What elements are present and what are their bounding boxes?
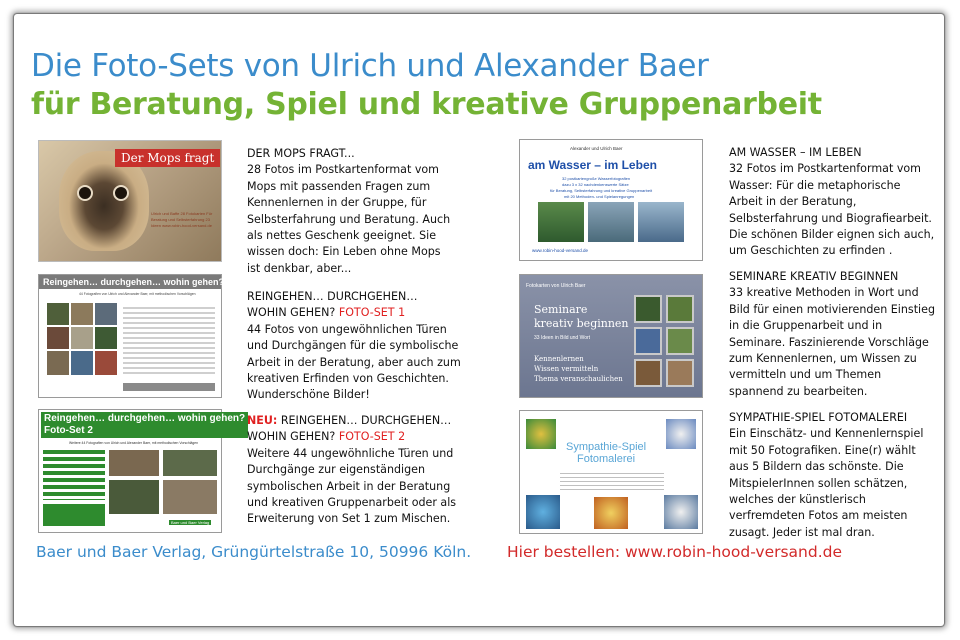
reingehen-set2-publisher: Baer und Baer Verlag — [171, 520, 210, 525]
water-photo — [538, 202, 584, 242]
seminare-cover-l2: Wissen vermitteln — [534, 365, 599, 373]
seminare-cover-sub: 33 Ideen in Bild und Wort — [534, 335, 591, 341]
reingehen-set2-cover-image[interactable] — [38, 409, 246, 533]
reingehen-set2-heading: REINGEHEN… DURCHGEHEN… — [277, 414, 452, 427]
door-photo — [47, 327, 69, 349]
reingehen-set2-cover-sub: Weitere 44 Fotografien von Ulrich und Alexander Baer, mit methodischen Vorschlägen — [69, 441, 199, 445]
wasser-body: 32 Fotos im Postkartenformat vom Wasser: Für die metaphorische Arbeit in der Beratung, Selbsterfahrung und Biografiearbeit. Die schönen Bilder eignen sich auch, um Geschichten zu erfinden . — [729, 162, 935, 258]
art-photo — [666, 419, 696, 449]
reingehen-set2-label: FOTO-SET 2 — [338, 430, 406, 444]
sympathie-description — [729, 410, 935, 541]
door-photo — [71, 303, 93, 325]
door-photo — [163, 450, 217, 476]
seminare-heading: SEMINARE KREATIV BEGINNEN — [729, 270, 899, 283]
mops-cover-image[interactable] — [38, 140, 222, 262]
art-photo — [664, 495, 698, 529]
door-photo — [71, 351, 93, 375]
door-photo — [95, 303, 117, 325]
door-photo — [109, 450, 159, 476]
mops-body: 28 Fotos im Postkartenformat vom Mops mit passenden Fragen zum Kennenlernen in der Gruppe, für Selbsterfahrung und Beratung. Auch als nettes Geschenk geeignet. Sie wissen doch: Ein Leben ohne Mops ist denkbar, aber... — [247, 163, 451, 275]
sympathie-cover-title: Sympathie-Spiel Fotomalerei — [566, 441, 647, 465]
water-photo — [588, 202, 634, 242]
wasser-cover-sub3: für Beratung, Selbsterfahrung und kreative Gruppenarbeit — [550, 188, 653, 193]
reingehen-set1-heading: REINGEHEN… DURCHGEHEN… — [247, 290, 418, 303]
lighthouse-photo — [638, 202, 684, 242]
seminar-photo — [634, 327, 662, 355]
seminare-description — [729, 269, 935, 400]
wasser-cover-url: www.robin-hood-versand.de — [532, 248, 589, 253]
reingehen-set2-body: Weitere 44 ungewöhnliche Türen und Durchgänge zur eigenständigen symbolischen Arbeit in der Beratung und kreativen Gruppenarbeit oder als Erweiterung von Set 1 zum Mischen. — [247, 446, 457, 526]
reingehen-set1-label: FOTO-SET 1 — [338, 306, 406, 320]
reingehen-set2-description — [247, 413, 462, 528]
seminar-photo — [666, 327, 694, 355]
wasser-cover-authors: Alexander und Ulrich Baer — [570, 146, 623, 151]
door-photo — [95, 351, 117, 375]
reingehen-set1-body: 44 Fotos von ungewöhnlichen Türen und Durchgängen für die symbolische Arbeit in der Beratung, aber auch zum kreativen Erfinden von Geschichten. Wunderschöne Bilder! — [247, 322, 461, 402]
new-label: NEU: — [247, 414, 278, 427]
wasser-cover-image[interactable] — [519, 139, 703, 261]
wasser-cover-sub1: 32 postkartengroße Wasserfotografien — [562, 176, 631, 181]
mops-description — [247, 146, 452, 277]
door-photo — [163, 480, 217, 514]
seminare-cover-title: Seminare kreativ beginnen — [534, 303, 629, 330]
art-photo — [526, 495, 560, 529]
page-title: Die Foto-Sets von Ulrich und Alexander Baer — [31, 48, 709, 84]
door-photo — [109, 480, 159, 514]
seminare-cover-l1: Kennenlernen — [534, 355, 584, 363]
door-photo — [47, 351, 69, 375]
seminare-cover-author: Fotokarten von Ulrich Baer — [526, 283, 586, 289]
sympathie-body: Ein Einschätz- und Kennenlernspiel mit 50 Fotografiken. Eine(r) wählt aus 5 Bildern das schönste. Die MitspielerInnen sollen schätzen, welches der künstlerisch verfremdeten Fotos am meisten zusagt. Jeder ist mal dran. — [729, 427, 924, 539]
door-photo — [95, 327, 117, 349]
seminar-photo — [666, 359, 694, 387]
wasser-cover-title: am Wasser – im Leben — [528, 158, 657, 172]
seminar-photo — [634, 359, 662, 387]
seminar-photo — [634, 295, 662, 323]
seminare-cover-image[interactable] — [519, 274, 703, 398]
sympathie-cover-image[interactable] — [519, 410, 703, 534]
reingehen-set1-cover-sub: 44 Fotografien von Ulrich und Alexander Baer, mit methodischen Vorschlägen — [79, 292, 196, 296]
door-photo — [71, 327, 93, 349]
wasser-description — [729, 145, 935, 260]
order-link[interactable]: Hier bestellen: www.robin-hood-versand.de — [507, 543, 843, 561]
reingehen-set1-heading2: WOHIN GEHEN? — [247, 306, 339, 320]
sympathie-heading: SYMPATHIE-SPIEL FOTOMALEREI — [729, 411, 908, 424]
seminar-photo — [666, 295, 694, 323]
reingehen-set2-heading2: WOHIN GEHEN? — [247, 430, 339, 444]
art-photo — [594, 497, 628, 529]
reingehen-set1-cover-image[interactable] — [38, 274, 225, 398]
page-subtitle: für Beratung, Spiel und kreative Gruppenarbeit — [31, 87, 822, 122]
reingehen-set1-cover-title: Reingehen… durchgehen… wohin gehen? — [39, 275, 221, 289]
seminare-body: 33 kreative Methoden in Wort und Bild für einen motivierenden Einstieg in die Gruppenarbeit und in Seminare. Faszinierende Vorschläge zum Kennenlernen, um Wissen zu vermitteln und um Themen spannend zu bearbeiten. — [729, 286, 935, 398]
mops-heading: DER MOPS FRAGT... — [247, 147, 355, 160]
wasser-heading: AM WASSER – IM LEBEN — [729, 146, 862, 159]
publisher-address: Baer und Baer Verlag, Grüngürtelstraße 10, 50996 Köln. — [36, 543, 472, 561]
mops-cover-title: Der Mops fragt — [115, 149, 220, 167]
wasser-cover-sub4: mit 20 Methoden- und Spielanregungen — [564, 194, 635, 199]
art-photo — [526, 419, 556, 449]
reingehen-set2-cover-title: Reingehen… durchgehen… wohin gehen? Foto-Set 2 — [41, 412, 248, 438]
mops-cover-text: Ulrich und Baffe 28 Fotokarten Für Beratung und Selbsterfahrung 23 Ideen www.robin-hood-versand.de — [151, 211, 213, 228]
seminare-cover-l3: Thema veranschaulichen — [534, 375, 623, 383]
reingehen-set1-description — [247, 289, 462, 404]
door-photo — [47, 303, 69, 325]
wasser-cover-sub2: dazu 3 x 32 nachdenkenswerte Sätze — [562, 182, 629, 187]
